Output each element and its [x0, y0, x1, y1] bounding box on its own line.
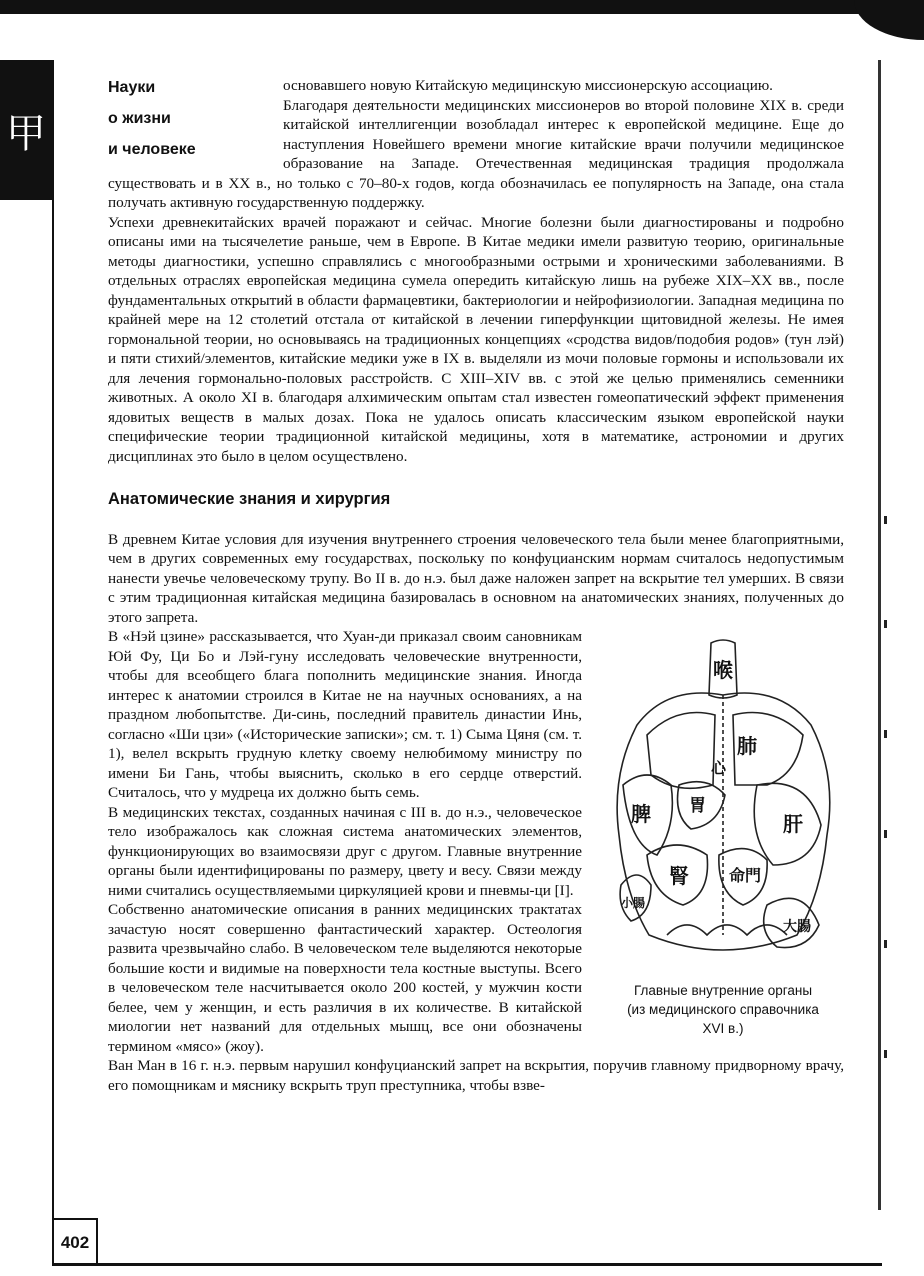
bottom-rule: [52, 1263, 882, 1266]
caption-line: XVI в.): [702, 1021, 744, 1036]
caption-line: Главные внутренние органы: [633, 983, 813, 998]
organs-illustration: [607, 635, 839, 965]
page-content: [108, 76, 844, 1095]
margin-mark: [884, 620, 887, 628]
margin-mark: [884, 940, 887, 948]
paragraph: Благодаря деятельности медицинских миссионеров во второй половине XIX в. среди китайской интеллигенции возобладал интерес к европейской медицине. Еще до наступления Новейшего времени многие китайские врачи получили медицинское образование на Западе. Отечественная медицинская традиция продолжала существовать и в XX в., но только с 70–80-х годов, когда обозначилась ее популярность на Западе, она стала получать активную государственную поддержку.: [108, 96, 844, 211]
label-stomach: 胃: [689, 796, 706, 816]
margin-mark: [884, 830, 887, 838]
right-rule: [878, 60, 881, 1210]
label-throat: 喉: [713, 658, 733, 682]
anatomy-figure: [596, 635, 850, 1038]
paragraph: В медицинских текстах, созданных начиная с III в. до н.э., человеческое тело изображалось как сложная система анатомических элементов, функционирующих во взаимосвязи друг с другом. Главные внутренние органы были идентифицированы по размеру, цвету и весу. Связи между ними считались осуществляемыми циркуляцией крови и пневмы-ци [I].: [108, 803, 582, 899]
left-rule: [52, 60, 54, 1265]
section-heading: Анатомические знания и хирургия: [108, 490, 391, 508]
running-heading-line: и человеке: [108, 141, 196, 158]
paragraph: Собственно анатомические описания в ранних медицинских трактатах зачастую носят совершенно фантастический характер. Остеология развита чрезвычайно слабо. В человеческом теле выделяются некоторые большие кости и видимые на поверхности тела костные выступы. Всего в человеческом теле насчитывается около 200 костей, у мужчин кости белее, чем у женщин, и есть различия в их количестве. В китайской миологии нет названий для отдельных мышц, все они обозначены термином «мясо» (жоу).: [108, 901, 582, 1055]
running-heading: [108, 72, 283, 165]
label-ming-men: 命門: [729, 866, 762, 885]
running-heading-line: о жизни: [108, 110, 171, 127]
running-heading-line: Науки: [108, 79, 156, 96]
top-corner-decoration: [854, 0, 924, 40]
label-large-intestine: 大腸: [783, 919, 811, 935]
label-heart: 心: [711, 759, 727, 777]
figure-caption: [596, 981, 850, 1038]
label-lungs: 肺: [737, 734, 757, 758]
page-number: [54, 1218, 98, 1266]
label-spleen: 脾: [631, 802, 651, 826]
label-small-intestine: 小腸: [621, 896, 646, 910]
chapter-tab: [0, 60, 52, 200]
chapter-tab-glyph: 甲: [6, 110, 46, 156]
paragraph: Ван Ман в 16 г. н.э. первым нарушил конфуцианский запрет на вскрытия, поручив главному придворному врачу, его помощникам и мяснику вскрыть труп преступника, чтобы взве-: [108, 1057, 844, 1094]
margin-mark: [884, 516, 887, 524]
top-border: [0, 0, 924, 14]
intestine-folds: [667, 925, 787, 935]
caption-line: (из медицинского справочника: [627, 1002, 819, 1017]
label-kidney: 腎: [669, 864, 689, 888]
paragraph: В «Нэй цзине» рассказывается, что Хуан-ди приказал своим сановникам Юй Фу, Ци Бо и Лэй-гуну исследовать человеческие внутренности, чтобы для всеобщего блага пополнить медицинские знания. Иногда интерес к анатомии строился в Китае не на научных основаниях, а на праздном любопытстве. Ди-синь, последний правитель династии Инь, согласно «Ши цзи» («Исторические записки»; см. т. 1) Сыма Цяня (см. т. 1), велел вскрыть грудную клетку своему нелюбимому министру по имени Би Гань, чтобы выяснить, сколько в его сердце отверстий. Считалось, что у мудреца их должно быть семь.: [108, 628, 582, 801]
margin-mark: [884, 1050, 887, 1058]
paragraph: Успехи древнекитайских врачей поражают и сейчас. Многие болезни были диагностированы и подробно описаны ими на тысячелетие раньше, чем в Европе. В Китае медики имели развитую теорию, оригинальные методы диагностики, успешно справлялись с многообразными острыми и хроническими заболеваниями. В отдельных отраслях европейская медицина сумела опередить китайскую лишь на рубеже XIX–XX вв., после фундаментальных открытий в области фармацевтики, бактериологии и нейрофизиологии. Западная медицина по крайней мере на 12 столетий отстала от китайской в лечении гиперфункции щитовидной железы. Не имея гормональной теории, но основываясь на традиционных концепциях «сродства видов/подобия родов» (тун лэй) и пяти стихий/элементов, китайские медики уже в IX в. выделяли из мочи половые гормоны и использовали их для лечения гормонально-половых расстройств. С XIII–XIV вв. с этой же целью применялись семенники животных. А около XI в. благодаря алхимическим опытам стал известен гомеопатический эффект применения ядовитых веществ в малых дозах. Пока не удалось описать классическим языком европейской науки специфические теории традиционной китайской медицины, хотя в математике, астрономии и других дисциплинах это было в целом осуществлено.: [108, 213, 844, 465]
margin-mark: [884, 730, 887, 738]
label-liver: 肝: [783, 812, 803, 836]
paragraph: основавшего новую Китайскую медицинскую миссионерскую ассоциацию.: [283, 77, 773, 94]
page-number-text: 402: [60, 1233, 90, 1252]
paragraph: В древнем Китае условия для изучения внутреннего строения человеческого тела были менее благоприятными, чем в других современных ему государствах, поскольку по конфуцианским нормам считалось недопустимым нанести увечье человеческому трупу. Во II в. до н.э. был даже наложен запрет на вскрытие тел умерших. В связи с этим традиционная китайская медицина базировалась в основном на анатомических знаниях, полученных до этого запрета.: [108, 530, 844, 626]
